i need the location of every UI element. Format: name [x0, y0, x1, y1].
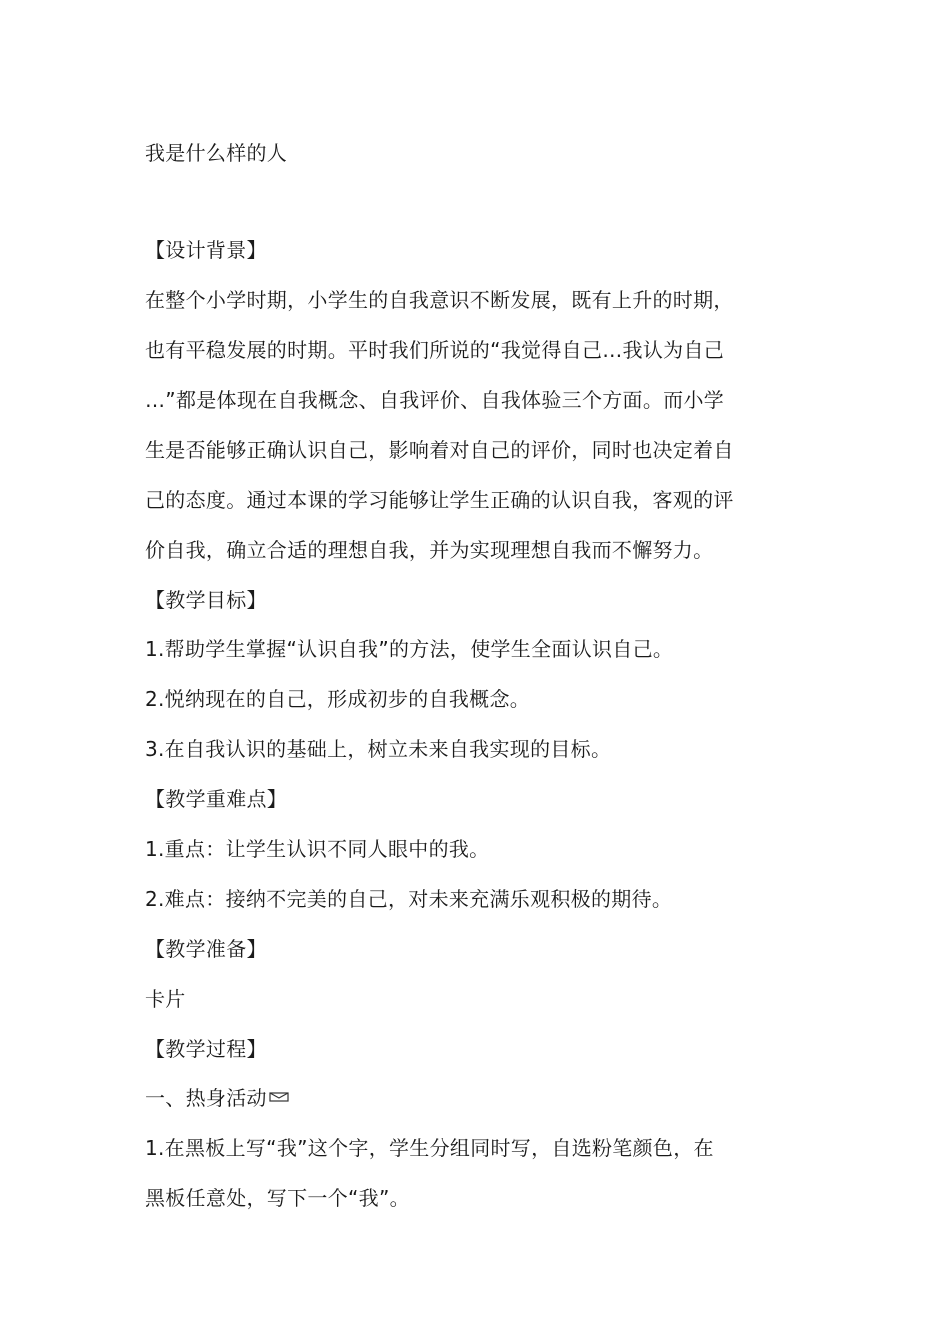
document-title: 我是什么样的人 [145, 141, 288, 165]
section-heading-key-points: 【教学重难点】 [145, 787, 288, 811]
section-heading-process: 【教学过程】 [145, 1037, 267, 1061]
section-heading-preparation: 【教学准备】 [145, 937, 267, 961]
section-heading-design-background: 【设计背景】 [145, 238, 267, 262]
list-item: 1.重点：让学生认识不同人眼中的我。 [145, 837, 490, 861]
section-heading-teaching-goals: 【教学目标】 [145, 588, 267, 612]
list-item: 1.帮助学生掌握“认识自我”的方法，使学生全面认识自己。 [145, 637, 674, 661]
paragraph-line: …”都是体现在自我概念、自我评价、自我体验三个方面。而小学 [145, 388, 725, 412]
paragraph-line: 生是否能够正确认识自己，影响着对自己的评价，同时也决定着自 [145, 438, 734, 462]
paragraph-line: 黑板任意处，写下一个“我”。 [145, 1186, 410, 1210]
list-item: 2.难点：接纳不完美的自己，对未来充满乐观积极的期待。 [145, 887, 673, 911]
paragraph-line: 也有平稳发展的时期。平时我们所说的“我觉得自己…我认为自己 [145, 338, 725, 362]
paragraph-line: 己的态度。通过本课的学习能够让学生正确的认识自我，客观的评 [145, 488, 734, 512]
paragraph-line: 在整个小学时期，小学生的自我意识不断发展，既有上升的时期， [145, 288, 734, 312]
subsection-heading-label: 一、热身活动 [145, 1086, 267, 1110]
paragraph-line: 价自我，确立合适的理想自我，并为实现理想自我而不懈努力。 [145, 538, 714, 562]
list-item: 2.悦纳现在的自己，形成初步的自我概念。 [145, 687, 531, 711]
envelope-icon [269, 1089, 289, 1103]
subsection-heading [145, 1084, 289, 1112]
paragraph-line: 1.在黑板上写“我”这个字，学生分组同时写，自选粉笔颜色，在 [145, 1136, 714, 1160]
list-item: 3.在自我认识的基础上，树立未来自我实现的目标。 [145, 737, 612, 761]
paragraph-line: 卡片 [145, 987, 186, 1011]
